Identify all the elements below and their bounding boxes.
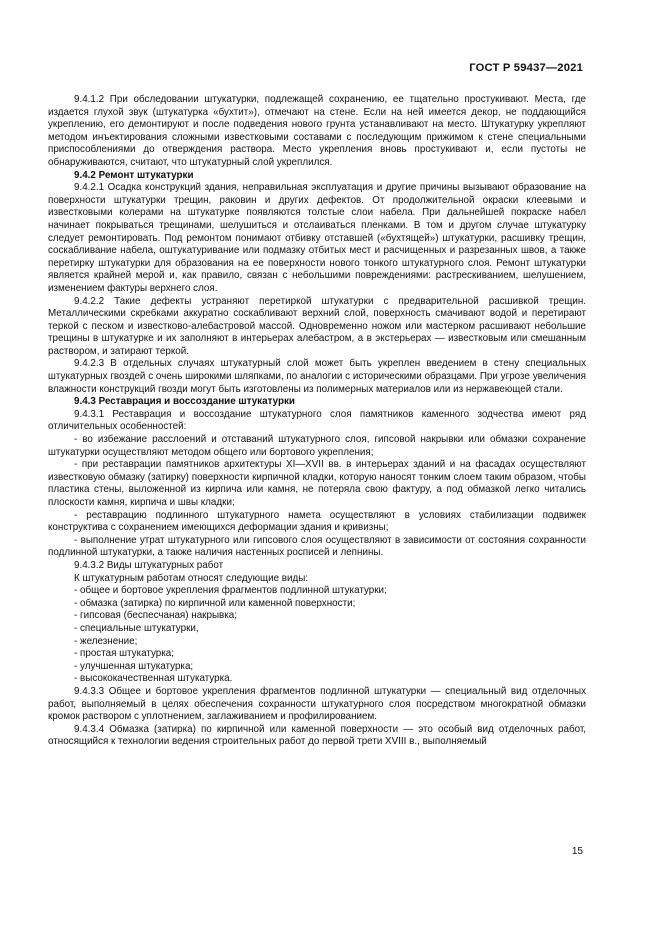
list-item: - во избежание расслоений и отставаний штукатурного слоя, гипсовой накрывки или обмазки сохранение штукатурки осуществляют методом общего или бортового укрепления; xyxy=(48,434,586,458)
list-item: - общее и бортовое укрепления фрагментов подлинной штукатурки; xyxy=(74,585,387,597)
paragraph: К штукатурным работам относят следующие виды: xyxy=(74,572,309,584)
list-item: - обмазка (затирка) по кирпичной или каменной поверхности; xyxy=(74,597,356,609)
list-item: - простая штукатурка; xyxy=(74,648,175,660)
section-heading: 9.4.2 Ремонт штукатурки xyxy=(74,169,194,181)
paragraph: 9.4.2.2 Такие дефекты устраняют перетиркой штукатурки с предварительной расшивкой трещин. Металлическими скребками аккуратно соскабливают верхний слой, поверхность смачивают водой и перетирают теркой с песком и известково-алебастровой массой. Одновременно ножом или мастерком расшивают небольшие трещины в штукатурке и их заполняют в интерьерах алебастром, а в экстерьерах — известковым или смешанным раствором, и затирают теркой. xyxy=(48,295,586,357)
list-item: - высококачественная штукатурка. xyxy=(74,673,233,685)
document-header: ГОСТ Р 59437—2021 xyxy=(469,62,583,74)
paragraph: 9.4.2.1 Осадка конструкций здания, неправильная эксплуатация и другие причины вызывают образование на поверхности штукатурки трещин, раковин и других дефектов. От продолжительной окраски клеевыми и известковыми колерами на штукатурке появляются толстые слои набела. При дальнейшей покраске набел начинает покрываться трещинами, шелушиться и отслаиваться пленками. В том и другом случае штукатурку следует ремонтировать. Под ремонтом понимают отбивку отставшей («бухтящей») штукатурки, расшивку трещин, соскабливание набела, оштукатуривание или подмазку отбитых мест и расчищенных и разрезанных швов, а также перетирку штукатурки для образования на ее поверхности нового тонкого штукатурного слоя. Ремонт штукатурки является крайней мерой и, как правило, связан с небольшими повреждениями: растрескиванием, шелушением, изменением фактуры верхнего слоя. xyxy=(48,182,586,294)
list-item: - специальные штукатурки, xyxy=(74,622,199,634)
paragraph: 9.4.3.3 Общее и бортовое укрепления фрагментов подлинной штукатурки — специальный вид отделочных работ, выполняемый в целях обеспечения сохранности штукатурного слоя посредством многократной обмазки кромок раствором с уплотнением, заглаживанием и профилированием. xyxy=(48,685,586,723)
paragraph: 9.4.3.1 Реставрация и воссоздание штукатурного слоя памятников каменного зодчества имеют ряд отличительных особенностей: xyxy=(48,408,586,433)
paragraph: 9.4.2.3 В отдельных случаях штукатурный слой может быть укреплен введением в стену специальных штукатурных гвоздей с очень широкими шляпками, по аналогии с историческими образцами. При угрозе увеличения влажности конструкций гвозди могут быть изготовлены из полимерных материалов или из нержавеющей стали. xyxy=(48,358,586,395)
list-item: - реставрацию подлинного штукатурного намета осуществляют в условиях стабилизации подвижек конструктива с сохранением имеющихся деформации здания и кривизны; xyxy=(48,509,586,534)
page-number: 15 xyxy=(571,846,583,857)
paragraph: 9.4.1.2 При обследовании штукатурки, подлежащей сохранению, ее тщательно простукивают. Места, где издается глухой звук (штукатурка «бухтит»), отмечают на стене. Если на ней имеется декор, не поддающийся укреплению, его демонтируют и после подведения нового грунта устанавливают на место. Штукатурку укрепляют методом инъектирования сложными известковыми составами с последующим прижимом к стене специальными приспособлениями до отверждения раствора. Место укрепления вновь простукивают и, если пустоты не обнаруживаются, считают, что штукатурный слой укреплился. xyxy=(48,94,586,168)
paragraph: 9.4.3.2 Виды штукатурных работ xyxy=(74,559,224,571)
list-item: - при реставрации памятников архитектуры XI—XVII вв. в интерьерах зданий и на фасадах осуществляют известковую обмазку (затирку) поверхности кирпичной кладки, которую наносят тонким слоем таким образом, чтобы пластика стены, выложенной из кирпича или камня, не потеряла свою фактуру, а под обмазкой легко читались плоскости камня, кирпича и швы кладки; xyxy=(48,459,586,508)
list-item: - железнение; xyxy=(74,635,138,647)
document-body xyxy=(48,94,586,749)
list-item: - гипсовая (беспесчаная) накрывка; xyxy=(74,610,238,622)
section-heading: 9.4.3 Реставрация и воссоздание штукатурки xyxy=(74,396,295,408)
list-item: - выполнение утрат штукатурного или гипсового слоя осуществляют в зависимости от состояния сохранности подлинной штукатурки, а также наличия настенных росписей и лепнины. xyxy=(48,534,586,559)
paragraph: 9.4.3.4 Обмазка (затирка) по кирпичной или каменной поверхности — это особый вид отделочных работ, относящийся к технологии ведения строительных работ до первой трети XVIII в., выполняемый xyxy=(48,723,586,748)
list-item: - улучшенная штукатурка; xyxy=(74,660,194,672)
